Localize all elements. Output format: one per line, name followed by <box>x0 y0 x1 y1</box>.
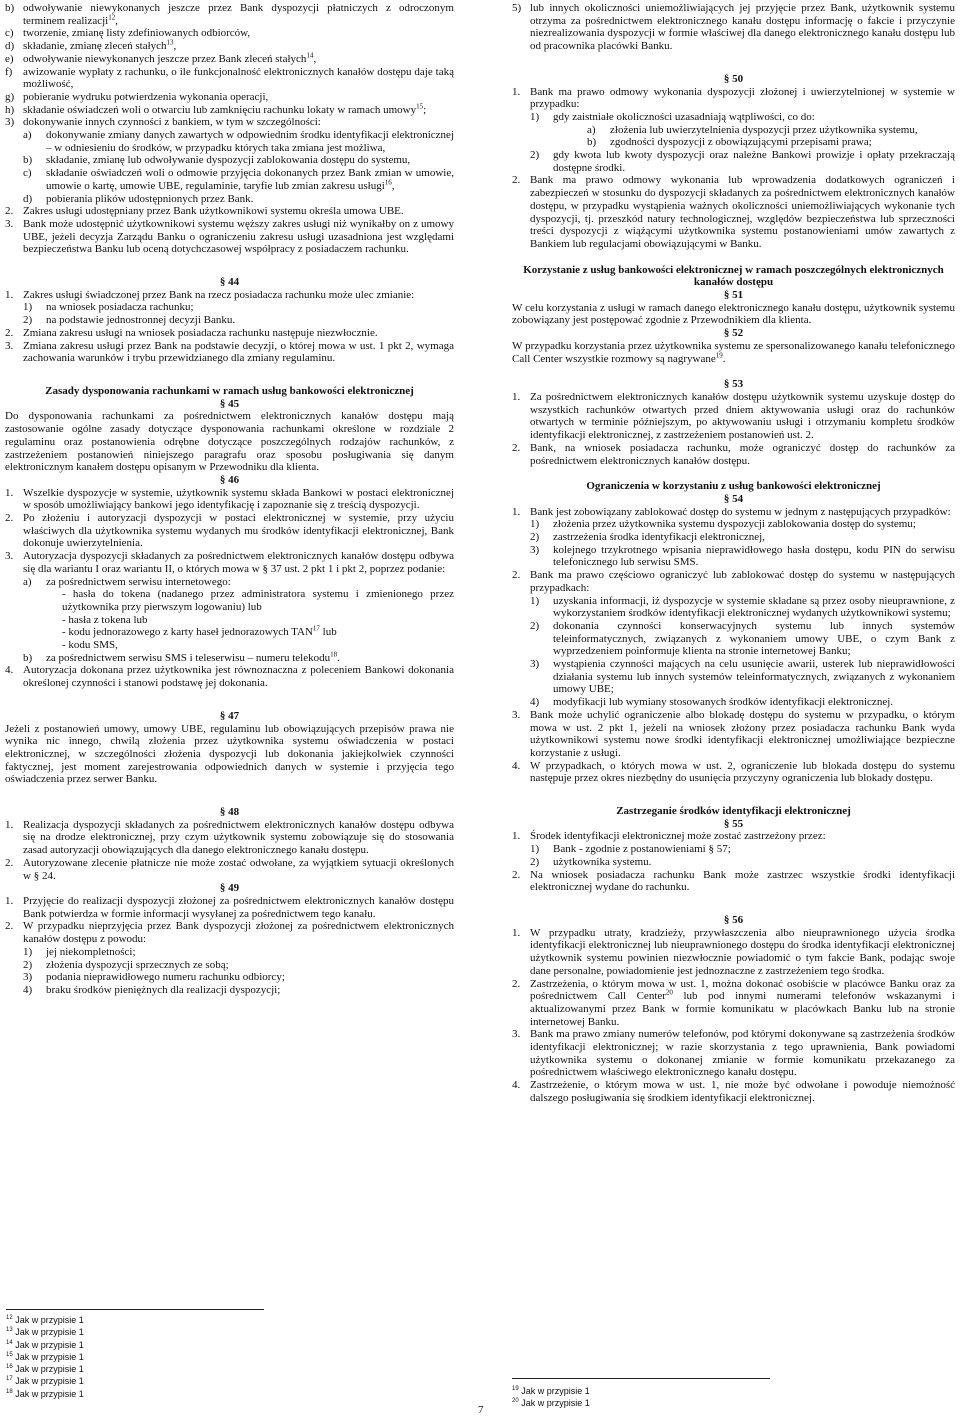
section-45: § 45 <box>219 397 240 410</box>
list-item: 2. Zakres usługi udostępniany przez Bank użytkownikowi systemu określa umowa UBE. <box>5 205 404 218</box>
list-item: d) pobierania plików udostępnionych przez Bank. <box>23 192 254 205</box>
list-item: 1) złożenia przez użytkownika systemu dyspozycji zablokowania dostęp do systemu; <box>530 518 916 531</box>
footnote-rule-right <box>512 1378 770 1379</box>
list-item: g) pobieranie wydruku potwierdzenia wykonania operacji, <box>5 90 269 103</box>
list-item: 2. Bank ma prawo częściowo ograniczyć lub zablokować dostęp do systemu w następujących przypadkach: <box>512 569 955 594</box>
section-49: § 49 <box>219 882 240 895</box>
list-item: 4. W przypadkach, o których mowa w ust. 2, ograniczenie lub blokada dostępu do systemu następuje przez okres niezbędny do usunięcia przyczyny ograniczenia lub blokady dostępu. <box>512 759 955 785</box>
list-item: 3. Bank ma prawo zmiany numerów telefonów, pod którymi dokonywane są zastrzeżenia środków identyfikacji elektronicznej; w razie skorzystania z tego uprawnienia, Bank powiadomi użytkownika systemu o dokonanej zmianie w formie komunikatu przekazanego za pośrednictwem właściwego elektronicznego kanału dostępu. <box>512 1028 955 1079</box>
list-item: - hasła z tokena lub <box>62 613 148 626</box>
heading-zastrzeganie: Zastrzeganie środków identyfikacji elektronicznej <box>616 805 851 818</box>
list-item: 4) modyfikacji lub wymiany stosowanych środków identyfikacji elektronicznej. <box>530 696 894 709</box>
section-55: § 55 <box>723 817 744 830</box>
list-item: 2. Zastrzeżenia, o którym mowa w ust. 1, można dokonać osobiście w placówce Banku oraz za pośrednictwem Call Center$^{20}$ lub pod innymi numerami telefonów wskazanymi i aktualizowanymi przez Bank w formie komunikatu w placówkach Banku lub na stronie internetowej Banku. <box>512 977 955 1028</box>
list-item: b) zgodności dyspozycji z obowiązującymi przepisami prawa; <box>587 136 872 149</box>
list-item: 2. Zmiana zakresu usługi na wniosek posiadacza rachunku następuje niezwłocznie. <box>5 326 378 339</box>
footnote: $^{13}$ Jak w przypisie 1 <box>6 1327 84 1338</box>
list-item: 4. Zastrzeżenie, o którym mowa w ust. 1, nie może być odwołane i powoduje niemożność dalszego posługiwania się środkiem identyfikacji elektronicznej. <box>512 1079 955 1104</box>
list-item: 1. Przyjęcie do realizacji dyspozycji złożonej za pośrednictwem elektronicznych kanałów dostępu Bank potwierdza w formie informacji wysyłanej za pośrednictwem tego kanału. <box>5 895 454 920</box>
list-item: b) składanie, zmianę lub odwoływanie dyspozycji zablokowania dostępu do systemu, <box>23 154 411 167</box>
list-item: b) za pośrednictwem serwisu SMS i teleserwisu – numeru telekodu$^{18}$. <box>23 650 340 664</box>
list-item: 1. Realizacja dyspozycji składanych za pośrednictwem elektronicznych kanałów dostępu odbywa się na drodze elektronicznej, przy czym użytkownik systemu zobowiązuje się do stosowania zasad autoryzacji obowiązujących dla danego elektronicznego kanału dostępu. <box>5 818 454 857</box>
footnote: $^{14}$ Jak w przypisie 1 <box>6 1339 84 1350</box>
list-item: - hasła do tokena (nadanego przez administratora systemu i zmienionego przez użytkownika przy pierwszym logowaniu) lub <box>62 588 454 613</box>
list-item: 5) lub innych okoliczności uniemożliwiających jej przyjęcie przez Bank, użytkownik systemu otrzyma za pośrednictwem elektronicznego kanału dostępu informację o fakcie i przyczynie niezrealizowania dyspozycji w formie właściwej dla danego elektronicznego kanału dostępu lub od pracownika placówki Banku. <box>512 2 955 53</box>
s45-text: Do dysponowania rachunkami za pośrednictwem elektronicznych kanałów dostępu mają zastosowanie ogólne zasady dotyczące dysponowania rachunkami określone w rozdziale 2 regulaminu oraz postanowienia odrębne dotyczące poszczególnych rodzajów rachunków, z zastrzeżeniem postanowień niniejszego paragrafu oraz sposobu posługiwania się danym elektronicznym kanałem dostępu opisanym w Przewodniku dla klienta. <box>5 410 454 474</box>
section-50: § 50 <box>723 72 744 85</box>
list-item: 2) na podstawie jednostronnej decyzji Banku. <box>23 314 236 327</box>
list-item: 2) użytkownika systemu. <box>530 855 652 868</box>
list-item: 3. Bank może udostępnić użytkownikowi systemu węższy zakres usługi niż wynikałby on z umowy UBE, jeżeli decyzja Zarządu Banku o ograniczeniu zakresu usługi uzasadniona jest względami bezpieczeństwa Banku lub oceną dotychczasowej współpracy z posiadaczem rachunku. <box>5 217 454 256</box>
list-item: d) składanie, zmianę zleceń stałych$^{13}$, <box>5 38 177 53</box>
list-item: 4. Autoryzacja dokonana przez użytkownika jest równoznaczna z poleceniem Bankowi dokonania określonej czynności i stanowi podstawę jej dokonania. <box>5 664 454 690</box>
list-item: 3) dokonywanie innych czynności z bankiem, w tym w szczególności: <box>5 116 321 129</box>
section-54: § 54 <box>723 492 744 505</box>
section-48: § 48 <box>219 806 240 819</box>
heading-ograniczenia: Ograniczenia w korzystaniu z usług bankowości elektronicznej <box>586 480 881 493</box>
s49-sublist <box>5 946 454 997</box>
list-item: 1. W przypadku utraty, kradzieży, przywłaszczenia albo nieuprawnionego użycia środka identyfikacji elektronicznej lub nieuprawnionego dostępu do środka identyfikacji elektronicznej użytkownik systemu powinien niezwłocznie powiadomić o tym fakcie Bank, podając swoje dane personalne, powiadomienie jest jednoznaczne z zastrzeżeniem tego środka. <box>512 926 955 977</box>
s54-sublist-2 <box>512 595 955 709</box>
s50-sublist <box>512 124 955 149</box>
list-item: h) składanie oświadczeń woli o otwarciu lub zamknięciu rachunku lokaty w ramach umowy$^{15}$; <box>5 101 427 116</box>
footnote: $^{17}$ Jak w przypisie 1 <box>6 1376 84 1387</box>
list-item: - kodu SMS, <box>62 639 118 652</box>
list-item: 3) kolejnego trzykrotnego wpisania nieprawidłowego hasła dostępu, kodu PIN do serwisu telefonicznego lub serwisu SMS. <box>530 543 955 569</box>
section-56: § 56 <box>723 914 744 926</box>
footnote: $^{16}$ Jak w przypisie 1 <box>6 1364 84 1375</box>
left-p3-sublist <box>5 129 454 205</box>
section-47: § 47 <box>219 709 240 722</box>
list-item: 2. Po złożeniu i autoryzacji dyspozycji w postaci elektronicznej w systemie, przy użyciu właściwych dla użytkownika systemu wydanych mu środków identyfikacji elektronicznej, Bank dokonuje uwierzytelnienia. <box>5 512 454 550</box>
list-item: - kodu jednorazowego z karty haseł jednorazowych TAN$^{17}$ lub <box>62 624 337 639</box>
heading-korzystanie: Korzystanie z usług bankowości elektronicznej w ramach poszczególnych elektronicznych kanałów dostępu <box>523 263 944 289</box>
list-item: 1) na wniosek posiadacza rachunku; <box>23 301 194 314</box>
list-item: 1. Bank jest zobowiązany zablokować dostęp do systemu w jednym z następujących przypadków: <box>512 505 951 518</box>
footnote: $^{20}$ Jak w przypisie 1 <box>512 1398 590 1409</box>
section-46: § 46 <box>219 473 240 486</box>
list-item: a) dokonywanie zmiany danych zawartych w odpowiednim środku identyfikacji elektronicznej – w odniesieniu do środków, w przypadku których taka zmiana jest możliwa, <box>23 129 454 154</box>
list-item: a) za pośrednictwem serwisu internetowego: <box>23 575 231 588</box>
list-item: 1. Bank ma prawo odmowy wykonania dyspozycji złożonej i uwierzytelnionej w systemie w przypadku: <box>512 85 955 111</box>
list-item: c) tworzenie, zmianę listy zdefiniowanych odbiorców, <box>5 27 251 40</box>
list-item: 2) złożenia dyspozycji sprzecznych ze sobą; <box>23 958 229 971</box>
list-item: 1) jej niekompletności; <box>23 945 136 958</box>
list-item: 3. Zmiana zakresu usługi przez Bank na podstawie decyzji, o której mowa w ust. 1 pkt 2, wymaga zachowania warunków i trybu przewidzianego dla zmiany regulaminu. <box>5 339 454 365</box>
list-item: f) awizowanie wypłaty z rachunku, o ile funkcjonalność elektronicznych kanałów dostępu daje taką możliwość, <box>5 65 454 91</box>
list-item: 1. Środek identyfikacji elektronicznej może zostać zastrzeżony przez: <box>512 830 826 843</box>
list-item: e) odwoływanie niewykonanych jeszcze przez Bank zleceń stałych$^{14}$, <box>5 51 317 65</box>
list-item: 1. Wszelkie dyspozycje w systemie, użytkownik systemu składa Bankowi w postaci elektronicznej w sposób umożliwiający bankowi jego identyfikację i zapoznanie się z treścią dyspozycji. <box>5 486 454 512</box>
s44-sublist <box>5 301 454 326</box>
list-item: 2. Bank ma prawo odmowy wykonania lub wprowadzenia dodatkowych ograniczeń i zabezpieczeń w stosunku do dyspozycji składanych za pośrednictwem elektronicznych kanałów dostępu, w przypadku wystąpienia ważnych okoliczności uniemożliwiających wykonanie tych dyspozycji, tj. przeszkód natury technologicznej, względów bezpieczeństwa lub sprzeczności treści dyspozycji z wiążącymi użytkownika systemu postanowieniami umów zawartych z Bankiem lub regulacjami obowiązującymi w Banku. <box>512 174 955 250</box>
footnotes-right <box>512 1385 590 1410</box>
list-item: 2. W przypadku nieprzyjęcia przez Bank dyspozycji złożonej za pośrednictwem elektronicznych kanałów dostępu z powodu: <box>5 920 454 946</box>
list-item: c) składanie oświadczeń woli o odmowie przyjęcia dokonanych przez Bank zmian w umowie, umowie o kartę, umowie UBE, regulaminie, taryfie lub zmian zakresu usługi$^{16}$, <box>23 167 454 192</box>
token-list <box>5 588 454 652</box>
footnote-rule-left <box>6 1309 264 1310</box>
list-item: 2. Bank, na wniosek posiadacza rachunku, może ograniczyć dostęp do rachunków za pośrednictwem elektronicznych kanałów dostępu. <box>512 441 955 467</box>
list-item: 1) Bank - zgodnie z postanowieniami § 57; <box>530 843 731 856</box>
list-item: 1. Za pośrednictwem elektronicznych kanałów dostępu użytkownik systemu uzyskuje dostęp do wszystkich rachunków otwartych przed dniem aktywowania usługi oraz do rachunków otwartych w terminie późniejszym, po aktywowaniu usługi i otrzymaniu kompletu środków identyfikacji elektronicznej, z zastrzeżeniem postanowień ust. 2. <box>512 390 955 442</box>
left-top-list <box>5 2 454 116</box>
footnotes-left <box>6 1314 84 1400</box>
s55-sublist <box>512 843 955 868</box>
s52-text: W przypadku korzystania przez użytkownika systemu ze spersonalizowanego kanału telefonicznego Call Center wszystkie rozmowy są nagrywane$^{19}$. <box>512 339 955 365</box>
list-item: a) złożenia lub uwierzytelnienia dyspozycji przez użytkownika systemu, <box>587 123 918 136</box>
list-item: 3) podania nieprawidłowego numeru rachunku odbiorcy; <box>23 971 285 984</box>
section-53: § 53 <box>723 378 744 391</box>
right-column <box>512 2 955 1105</box>
list-item: 2. Na wniosek posiadacza rachunku Bank może zastrzec wszystkie środki identyfikacji elektronicznej wydane do rachunku. <box>512 868 955 894</box>
list-item: 1) uzyskania informacji, iż dyspozycje w systemie składane są przez osoby nieuprawnione, z wykorzystaniem środków identyfikacji elektronicznej wydanych użytkownikowi systemu; <box>530 594 955 620</box>
list-item: 4) braku środków pieniężnych dla realizacji dyspozycji; <box>23 983 281 996</box>
list-item: 2) gdy kwota lub kwoty dyspozycji oraz należne Bankowi prowizje i opłaty przekraczają dostępne środki. <box>530 149 955 174</box>
section-44: § 44 <box>219 276 240 289</box>
list-item: 3. Autoryzacja dyspozycji składanych za pośrednictwem elektronicznych kanałów dostępu odbywa się dla wariantu I oraz wariantu II, o których mowa w § 37 ust. 2 pkt 1 i pkt 2, poprzez podanie: <box>5 550 454 575</box>
list-item: 1. Zakres usługi świadczonej przez Bank na rzecz posiadacza rachunku może ulec zmianie: <box>5 288 415 301</box>
list-item: 3) wystąpienia czynności mających na celu usunięcie awarii, usterek lub nieprawidłowości działania systemu lub innych systemów teleinformatycznych, związanych z wykonaniem umowy UBE; <box>530 658 955 696</box>
left-points-2-3 <box>5 205 454 256</box>
list-item: 2) dokonania czynności konserwacyjnych systemu lub innych systemów teleinformatycznych, związanych z wykonaniem umowy UBE, o czym Bank z wyprzedzeniem poinformuje klienta na stronie internetowej Banku; <box>530 619 955 658</box>
heading-dysponowanie: Zasady dysponowania rachunkami w ramach usług bankowości elektronicznej <box>45 384 414 397</box>
page-number: 7 <box>478 1404 484 1416</box>
list-item: 2) zastrzeżenia środka identyfikacji elektronicznej, <box>530 531 765 544</box>
left-column <box>5 2 454 997</box>
s47-text: Jeżeli z postanowień umowy, umowy UBE, regulaminu lub obowiązujących przepisów prawa nie wynika nic innego, chwilą złożenia przez użytkownika systemu oświadczenia w postaci elektronicznej, w szczególności złożenia dyspozycji lub dokonania jakiejkolwiek czynności faktycznej, jest moment zarejestrowania odpowiednich danych w systemie i przyjęcia tego oświadczenia przez serwer Banku. <box>5 722 454 786</box>
list-item: 3. Bank może uchylić ograniczenie albo blokadę dostępu do systemu w przypadku, o którym mowa w ust. 2 pkt 1, jeżeli na wniosek złożony przez posiadacza rachunku Bank wyda użytkownikowi systemu nowe środki identyfikacji elektronicznej umożliwiające bezpieczne korzystanie z usługi. <box>512 708 955 759</box>
list-item: b) odwoływanie niewykonanych jeszcze przez Bank dyspozycji płatniczych z odroczonym terminem realizacji$^{12}$, <box>5 2 454 27</box>
footnote: $^{15}$ Jak w przypisie 1 <box>6 1351 84 1362</box>
list-item: 2. Autoryzowane zlecenie płatnicze nie może zostać odwołane, za wyjątkiem sytuacji określonych w § 24. <box>5 856 454 882</box>
section-52: § 52 <box>723 327 744 340</box>
footnote: $^{18}$ Jak w przypisie 1 <box>6 1388 84 1399</box>
list-item: 1) gdy zaistniałe okoliczności uzasadniają wątpliwości, co do: <box>530 110 815 123</box>
footnote: $^{19}$ Jak w przypisie 1 <box>512 1386 590 1396</box>
footnote: $^{12}$ Jak w przypisie 1 <box>6 1315 84 1325</box>
s51-text: W celu korzystania z usługi w ramach danego elektronicznego kanału dostępu, użytkownik systemu zobowiązany jest postępować zgodnie z Przewodnikiem dla klienta. <box>512 301 955 327</box>
section-51: § 51 <box>723 289 744 302</box>
s54-sublist-1 <box>512 518 955 569</box>
